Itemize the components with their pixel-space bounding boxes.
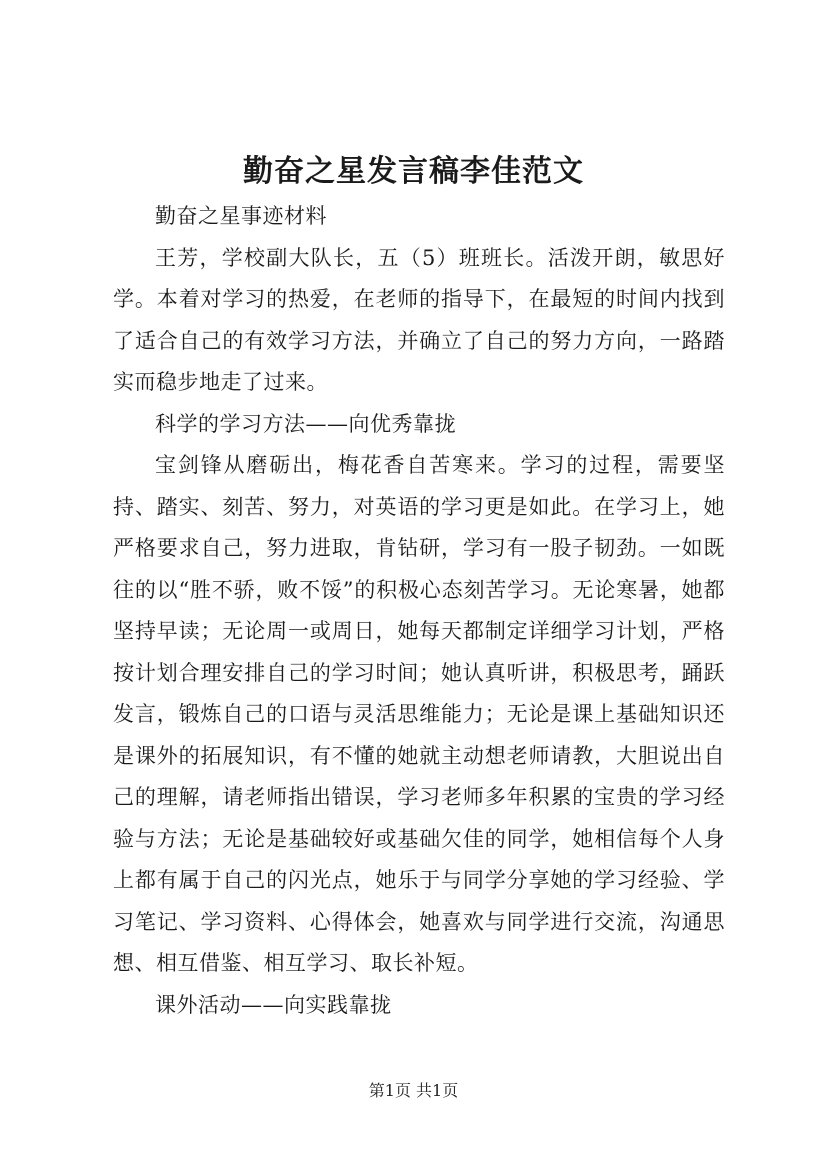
section-heading: 课外活动——向实践靠拢	[155, 992, 392, 1017]
page-footer: 第1页 共1页	[368, 1081, 459, 1100]
document-title: 勤奋之星发言稿李佳范文	[243, 154, 584, 189]
section-heading: 勤奋之星事迹材料	[155, 204, 327, 228]
document-body	[113, 196, 725, 1026]
body-paragraph: 宝剑锋从磨砺出，梅花香自苦寒来。学习的过程，需要坚持、踏实、刻苦、努力，对英语的学习更是如此。在学习上，她严格要求自己，努力进取，肯钻研，学习有一股子韧劲。一如既往的以“胜不骄，败不馁”的积极心态刻苦学习。无论寒暑，她都坚持早读；无论周一或周日，她每天都制定详细学习计划，严格按计划合理安排自己的学习时间；她认真听讲，积极思考，踊跃发言，锻炼自己的口语与灵活思维能力；无论是课上基础知识还是课外的拓展知识，有不懂的她就主动想老师请教，大胆说出自己的理解，请老师指出错误，学习老师多年积累的宝贵的学习经验与方法；无论是基础较好或基础欠佳的同学，她相信每个人身上都有属于自己的闪光点，她乐于与同学分享她的学习经验、学习笔记、学习资料、心得体会，她喜欢与同学进行交流，沟通思想、相互借鉴、相互学习、取长补短。	[113, 453, 725, 975]
section-heading: 科学的学习方法——向优秀靠拢	[155, 411, 456, 436]
body-paragraph: 王芳，学校副大队长，五（5）班班长。活泼开朗，敏思好学。本着对学习的热爱，在老师的指导下，在最短的时间内找到了适合自己的有效学习方法，并确立了自己的努力方向，一路踏实而稳步地走了过来。	[113, 245, 725, 394]
